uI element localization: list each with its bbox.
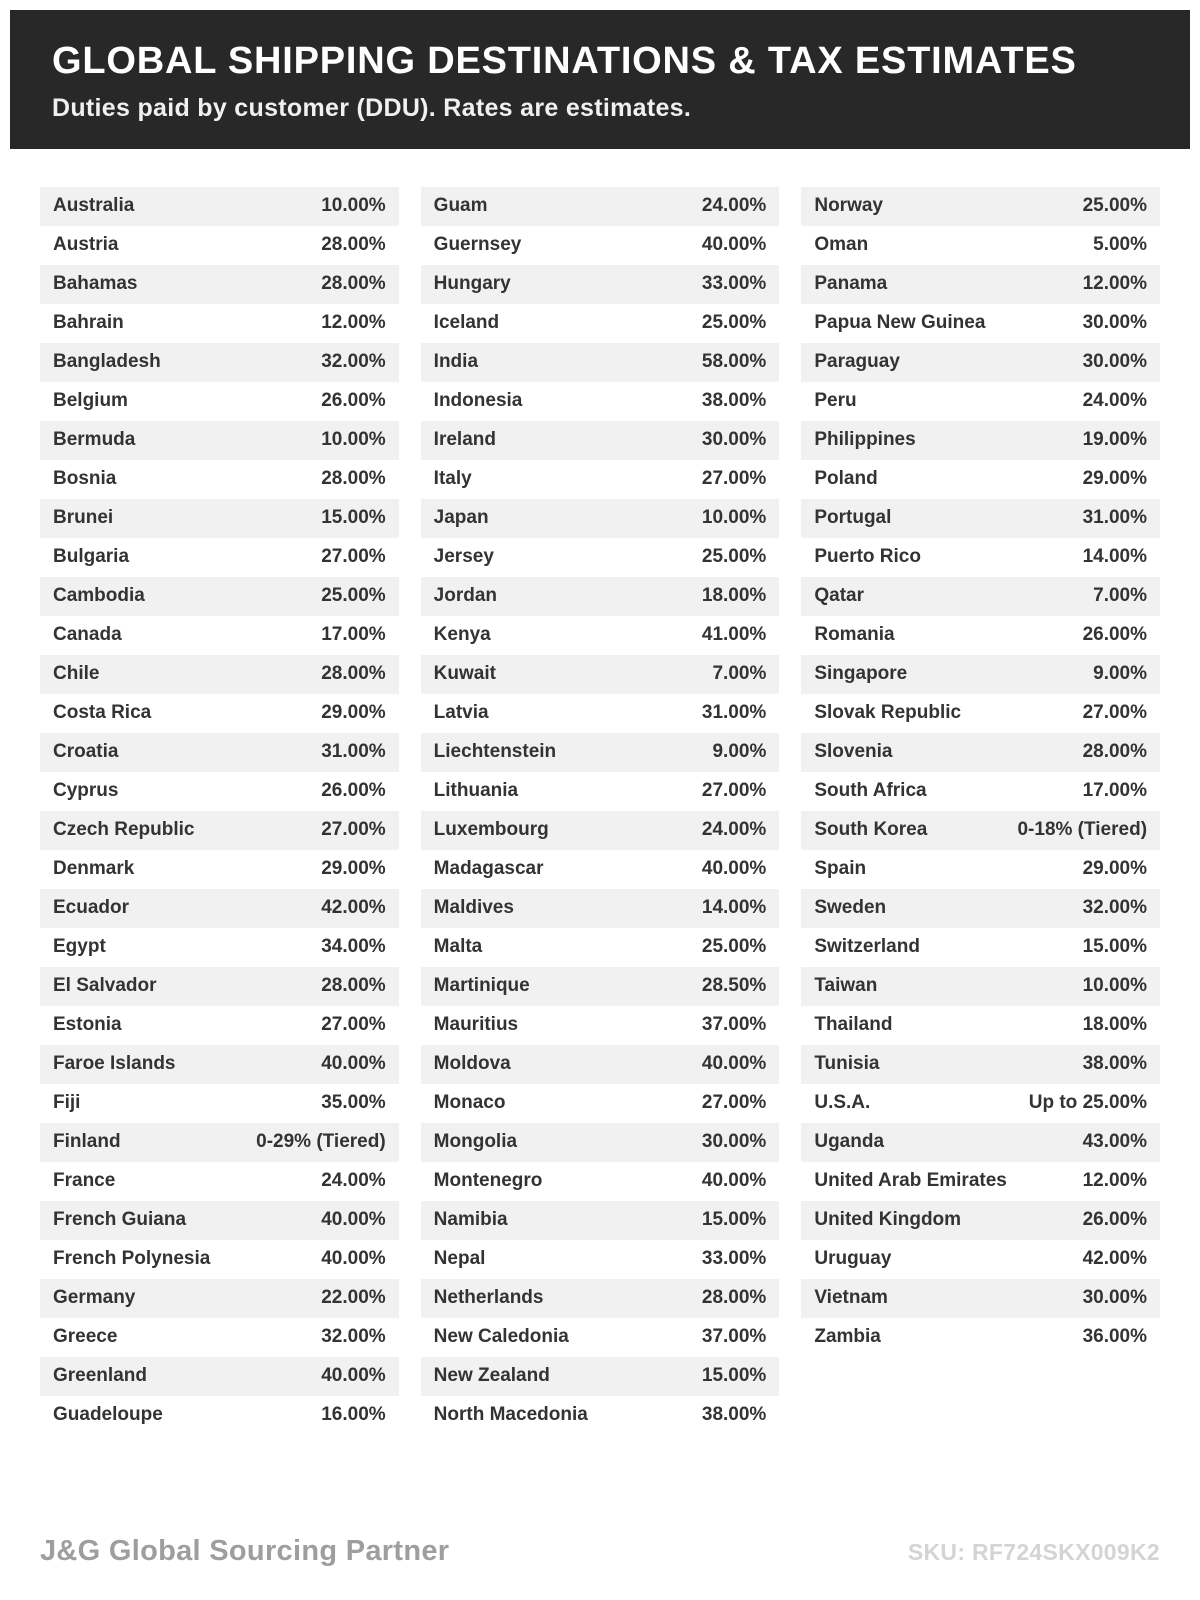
tax-rate: 29.00% <box>1082 858 1148 880</box>
tax-rate: 18.00% <box>701 585 767 607</box>
tax-rate: 28.00% <box>1082 741 1148 763</box>
country-name: Finland <box>53 1131 121 1153</box>
country-name: Peru <box>814 390 857 412</box>
brand-name: J&G Global Sourcing Partner <box>40 1535 450 1567</box>
tax-rate: 24.00% <box>701 195 767 217</box>
tax-rate: 30.00% <box>701 429 767 451</box>
country-name: Germany <box>53 1287 136 1309</box>
country-name: Australia <box>53 195 135 217</box>
tax-rate: 32.00% <box>1082 897 1148 919</box>
table-row <box>801 1318 1160 1357</box>
tax-rate: 33.00% <box>701 273 767 295</box>
table-row <box>801 694 1160 733</box>
tax-rate: 18.00% <box>1082 1014 1148 1036</box>
tax-rate: 40.00% <box>321 1209 386 1231</box>
country-name: Paraguay <box>814 351 900 373</box>
tax-rate: 27.00% <box>321 546 386 568</box>
table-row <box>40 538 399 577</box>
country-name: Fiji <box>53 1092 81 1114</box>
country-name: United Kingdom <box>814 1209 962 1231</box>
tax-rate: 40.00% <box>701 858 767 880</box>
tax-rate: 28.50% <box>701 975 767 997</box>
tax-rate: 27.00% <box>701 780 767 802</box>
country-name: Austria <box>53 234 119 256</box>
table-row <box>801 538 1160 577</box>
country-name: French Polynesia <box>53 1248 211 1270</box>
tax-rate: 33.00% <box>701 1248 767 1270</box>
tax-rate: 15.00% <box>321 507 386 529</box>
country-name: Philippines <box>814 429 916 451</box>
table-row <box>421 850 780 889</box>
country-name: Denmark <box>53 858 135 880</box>
country-name: Kenya <box>433 624 491 646</box>
table-row <box>421 733 780 772</box>
tax-rate: 17.00% <box>321 624 386 646</box>
rate-column <box>421 187 780 1435</box>
shipping-tax-sheet <box>0 10 1200 1600</box>
table-row <box>801 1279 1160 1318</box>
tax-rate: 38.00% <box>701 1404 767 1426</box>
tax-rate: 35.00% <box>321 1092 386 1114</box>
country-name: Martinique <box>433 975 530 997</box>
table-row <box>40 850 399 889</box>
table-row <box>421 967 780 1006</box>
country-name: Bulgaria <box>53 546 130 568</box>
table-row <box>421 538 780 577</box>
table-row <box>421 577 780 616</box>
table-row <box>421 421 780 460</box>
table-row <box>801 460 1160 499</box>
table-row <box>421 1084 780 1123</box>
tax-rate: 9.00% <box>712 741 767 763</box>
tax-rate: 28.00% <box>321 468 386 490</box>
country-name: Egypt <box>53 936 106 958</box>
table-row <box>801 1201 1160 1240</box>
rate-table <box>0 187 1200 1435</box>
country-name: French Guiana <box>53 1209 187 1231</box>
tax-rate: 31.00% <box>321 741 386 763</box>
table-row <box>40 967 399 1006</box>
tax-rate: 29.00% <box>321 858 386 880</box>
tax-rate: Up to 25.00% <box>1028 1092 1148 1114</box>
country-name: Iceland <box>433 312 500 334</box>
tax-rate: 0-18% (Tiered) <box>1017 819 1148 841</box>
country-name: Nepal <box>433 1248 486 1270</box>
country-name: Ireland <box>433 429 496 451</box>
tax-rate: 14.00% <box>701 897 767 919</box>
country-name: Czech Republic <box>53 819 195 841</box>
table-row <box>40 304 399 343</box>
table-row <box>421 499 780 538</box>
country-name: Belgium <box>53 390 128 412</box>
table-row <box>421 304 780 343</box>
table-row <box>40 1162 399 1201</box>
table-row <box>40 733 399 772</box>
country-name: New Caledonia <box>433 1326 569 1348</box>
country-name: Papua New Guinea <box>814 312 986 334</box>
country-name: North Macedonia <box>433 1404 588 1426</box>
country-name: Bahamas <box>53 273 138 295</box>
country-name: Guernsey <box>433 234 522 256</box>
table-row <box>40 382 399 421</box>
country-name: Moldova <box>433 1053 511 1075</box>
country-name: Malta <box>433 936 483 958</box>
country-name: Indonesia <box>433 390 523 412</box>
table-row <box>40 421 399 460</box>
tax-rate: 29.00% <box>321 702 386 724</box>
tax-rate: 15.00% <box>1082 936 1148 958</box>
table-row <box>801 1123 1160 1162</box>
tax-rate: 26.00% <box>1082 624 1148 646</box>
country-name: Chile <box>53 663 100 685</box>
tax-rate: 12.00% <box>1082 273 1148 295</box>
tax-rate: 30.00% <box>701 1131 767 1153</box>
tax-rate: 36.00% <box>1082 1326 1148 1348</box>
country-name: Monaco <box>433 1092 506 1114</box>
table-row <box>40 928 399 967</box>
tax-rate: 17.00% <box>1082 780 1148 802</box>
rate-column <box>801 187 1160 1435</box>
table-row <box>801 382 1160 421</box>
table-row <box>801 226 1160 265</box>
country-name: Montenegro <box>433 1170 543 1192</box>
tax-rate: 28.00% <box>321 273 386 295</box>
table-row <box>421 655 780 694</box>
tax-rate: 40.00% <box>701 1170 767 1192</box>
table-row <box>801 616 1160 655</box>
table-row <box>421 226 780 265</box>
country-name: Croatia <box>53 741 119 763</box>
country-name: Guam <box>433 195 488 217</box>
table-row <box>801 577 1160 616</box>
tax-rate: 30.00% <box>1082 312 1148 334</box>
country-name: Bosnia <box>53 468 117 490</box>
table-row <box>421 889 780 928</box>
page-footer <box>40 1535 1160 1568</box>
tax-rate: 42.00% <box>321 897 386 919</box>
table-row <box>421 1006 780 1045</box>
country-name: Spain <box>814 858 867 880</box>
table-row <box>801 1006 1160 1045</box>
table-row <box>421 928 780 967</box>
tax-rate: 42.00% <box>1082 1248 1148 1270</box>
tax-rate: 10.00% <box>321 195 386 217</box>
tax-rate: 28.00% <box>321 234 386 256</box>
country-name: Cyprus <box>53 780 119 802</box>
country-name: Jordan <box>433 585 498 607</box>
country-name: India <box>433 351 479 373</box>
tax-rate: 27.00% <box>701 1092 767 1114</box>
country-name: Uganda <box>814 1131 885 1153</box>
tax-rate: 5.00% <box>1093 234 1148 256</box>
tax-rate: 12.00% <box>1082 1170 1148 1192</box>
country-name: Latvia <box>433 702 489 724</box>
table-row <box>40 187 399 226</box>
tax-rate: 38.00% <box>1082 1053 1148 1075</box>
tax-rate: 30.00% <box>1082 1287 1148 1309</box>
country-name: Uruguay <box>814 1248 892 1270</box>
tax-rate: 31.00% <box>1082 507 1148 529</box>
tax-rate: 32.00% <box>321 1326 386 1348</box>
rate-column <box>40 187 399 1435</box>
tax-rate: 16.00% <box>321 1404 386 1426</box>
country-name: Luxembourg <box>433 819 549 841</box>
country-name: Mongolia <box>433 1131 518 1153</box>
table-row <box>421 187 780 226</box>
country-name: Greenland <box>53 1365 147 1387</box>
country-name: Faroe Islands <box>53 1053 176 1075</box>
tax-rate: 7.00% <box>712 663 767 685</box>
table-row <box>40 1123 399 1162</box>
table-row <box>40 1396 399 1435</box>
tax-rate: 27.00% <box>321 1014 386 1036</box>
tax-rate: 31.00% <box>701 702 767 724</box>
table-row <box>40 1357 399 1396</box>
country-name: Jersey <box>433 546 494 568</box>
country-name: Canada <box>53 624 122 646</box>
tax-rate: 15.00% <box>701 1365 767 1387</box>
table-row <box>801 1084 1160 1123</box>
country-name: Portugal <box>814 507 892 529</box>
table-row <box>40 1084 399 1123</box>
country-name: Switzerland <box>814 936 920 958</box>
tax-rate: 12.00% <box>321 312 386 334</box>
country-name: Kuwait <box>433 663 496 685</box>
table-row <box>40 1318 399 1357</box>
table-row <box>421 1318 780 1357</box>
tax-rate: 24.00% <box>1082 390 1148 412</box>
table-row <box>421 1123 780 1162</box>
sku-label: SKU: RF724SKX009K2 <box>907 1539 1160 1565</box>
table-row <box>40 1240 399 1279</box>
table-row <box>421 343 780 382</box>
tax-rate: 15.00% <box>701 1209 767 1231</box>
tax-rate: 26.00% <box>1082 1209 1148 1231</box>
country-name: Thailand <box>814 1014 893 1036</box>
country-name: Japan <box>433 507 489 529</box>
tax-rate: 10.00% <box>1082 975 1148 997</box>
tax-rate: 26.00% <box>321 390 386 412</box>
tax-rate: 24.00% <box>701 819 767 841</box>
table-row <box>421 1279 780 1318</box>
country-name: New Zealand <box>433 1365 550 1387</box>
table-row <box>40 265 399 304</box>
table-row <box>421 811 780 850</box>
country-name: Singapore <box>814 663 908 685</box>
tax-rate: 40.00% <box>701 1053 767 1075</box>
country-name: Ecuador <box>53 897 130 919</box>
table-row <box>421 1201 780 1240</box>
tax-rate: 26.00% <box>321 780 386 802</box>
tax-rate: 25.00% <box>1082 195 1148 217</box>
country-name: Norway <box>814 195 883 217</box>
country-name: Sweden <box>814 897 887 919</box>
table-row <box>801 655 1160 694</box>
country-name: Panama <box>814 273 888 295</box>
country-name: Madagascar <box>433 858 544 880</box>
tax-rate: 28.00% <box>321 663 386 685</box>
table-row <box>40 1006 399 1045</box>
tax-rate: 10.00% <box>321 429 386 451</box>
country-name: Slovenia <box>814 741 893 763</box>
tax-rate: 24.00% <box>321 1170 386 1192</box>
tax-rate: 34.00% <box>321 936 386 958</box>
table-row <box>40 1045 399 1084</box>
tax-rate: 37.00% <box>701 1014 767 1036</box>
country-name: Bermuda <box>53 429 136 451</box>
table-row <box>801 811 1160 850</box>
tax-rate: 25.00% <box>321 585 386 607</box>
table-row <box>801 499 1160 538</box>
country-name: Hungary <box>433 273 511 295</box>
tax-rate: 58.00% <box>701 351 767 373</box>
country-name: Guadeloupe <box>53 1404 163 1426</box>
country-name: France <box>53 1170 116 1192</box>
country-name: Netherlands <box>433 1287 544 1309</box>
table-row <box>801 304 1160 343</box>
tax-rate: 27.00% <box>321 819 386 841</box>
table-row <box>421 772 780 811</box>
table-row <box>40 655 399 694</box>
tax-rate: 38.00% <box>701 390 767 412</box>
country-name: Slovak Republic <box>814 702 962 724</box>
table-row <box>421 265 780 304</box>
table-row <box>801 850 1160 889</box>
table-row <box>40 460 399 499</box>
table-row <box>40 226 399 265</box>
table-row <box>421 694 780 733</box>
table-row <box>421 1162 780 1201</box>
table-row <box>801 1240 1160 1279</box>
table-row <box>40 1201 399 1240</box>
country-name: Brunei <box>53 507 114 529</box>
table-row <box>40 889 399 928</box>
country-name: Estonia <box>53 1014 122 1036</box>
country-name: Italy <box>433 468 472 490</box>
tax-rate: 43.00% <box>1082 1131 1148 1153</box>
table-row <box>40 1279 399 1318</box>
country-name: Mauritius <box>433 1014 519 1036</box>
table-row <box>421 382 780 421</box>
table-row <box>421 460 780 499</box>
tax-rate: 25.00% <box>701 936 767 958</box>
page-title: GLOBAL SHIPPING DESTINATIONS & TAX ESTIMATES <box>52 40 1077 82</box>
page-subtitle: Duties paid by customer (DDU). Rates are estimates. <box>52 93 692 122</box>
table-row <box>421 1045 780 1084</box>
tax-rate: 40.00% <box>701 234 767 256</box>
table-row <box>40 616 399 655</box>
country-name: United Arab Emirates <box>814 1170 1007 1192</box>
country-name: South Korea <box>814 819 928 841</box>
tax-rate: 41.00% <box>701 624 767 646</box>
table-row <box>801 187 1160 226</box>
country-name: El Salvador <box>53 975 157 997</box>
table-row <box>801 889 1160 928</box>
table-row <box>40 499 399 538</box>
page-header <box>10 10 1190 149</box>
country-name: Zambia <box>814 1326 881 1348</box>
country-name: Cambodia <box>53 585 145 607</box>
table-row <box>801 772 1160 811</box>
country-name: South Africa <box>814 780 927 802</box>
country-name: Qatar <box>814 585 864 607</box>
table-row <box>40 772 399 811</box>
table-row <box>801 928 1160 967</box>
country-name: U.S.A. <box>814 1092 871 1114</box>
country-name: Puerto Rico <box>814 546 921 568</box>
country-name: Oman <box>814 234 869 256</box>
country-name: Bahrain <box>53 312 124 334</box>
tax-rate: 40.00% <box>321 1053 386 1075</box>
table-row <box>801 1162 1160 1201</box>
tax-rate: 25.00% <box>701 312 767 334</box>
tax-rate: 37.00% <box>701 1326 767 1348</box>
country-name: Maldives <box>433 897 514 919</box>
country-name: Taiwan <box>814 975 878 997</box>
table-row <box>801 421 1160 460</box>
tax-rate: 25.00% <box>701 546 767 568</box>
country-name: Tunisia <box>814 1053 880 1075</box>
country-name: Greece <box>53 1326 118 1348</box>
country-name: Costa Rica <box>53 702 152 724</box>
tax-rate: 27.00% <box>1082 702 1148 724</box>
tax-rate: 19.00% <box>1082 429 1148 451</box>
table-row <box>421 616 780 655</box>
table-row <box>40 811 399 850</box>
tax-rate: 29.00% <box>1082 468 1148 490</box>
table-row <box>40 694 399 733</box>
tax-rate: 27.00% <box>701 468 767 490</box>
tax-rate: 0-29% (Tiered) <box>256 1131 386 1153</box>
table-row <box>801 967 1160 1006</box>
tax-rate: 28.00% <box>321 975 386 997</box>
tax-rate: 22.00% <box>321 1287 386 1309</box>
country-name: Romania <box>814 624 895 646</box>
table-row <box>801 265 1160 304</box>
country-name: Lithuania <box>433 780 519 802</box>
country-name: Bangladesh <box>53 351 161 373</box>
tax-rate: 14.00% <box>1082 546 1148 568</box>
tax-rate: 30.00% <box>1082 351 1148 373</box>
country-name: Liechtenstein <box>433 741 557 763</box>
tax-rate: 10.00% <box>701 507 767 529</box>
table-row <box>801 733 1160 772</box>
tax-rate: 7.00% <box>1093 585 1148 607</box>
table-row <box>421 1357 780 1396</box>
table-row <box>421 1396 780 1435</box>
tax-rate: 40.00% <box>321 1365 386 1387</box>
tax-rate: 28.00% <box>701 1287 767 1309</box>
table-row <box>801 343 1160 382</box>
tax-rate: 9.00% <box>1093 663 1148 685</box>
table-row <box>421 1240 780 1279</box>
table-row <box>801 1045 1160 1084</box>
tax-rate: 32.00% <box>321 351 386 373</box>
country-name: Namibia <box>433 1209 508 1231</box>
table-row <box>40 577 399 616</box>
country-name: Vietnam <box>814 1287 888 1309</box>
country-name: Poland <box>814 468 878 490</box>
table-row <box>40 343 399 382</box>
tax-rate: 40.00% <box>321 1248 386 1270</box>
